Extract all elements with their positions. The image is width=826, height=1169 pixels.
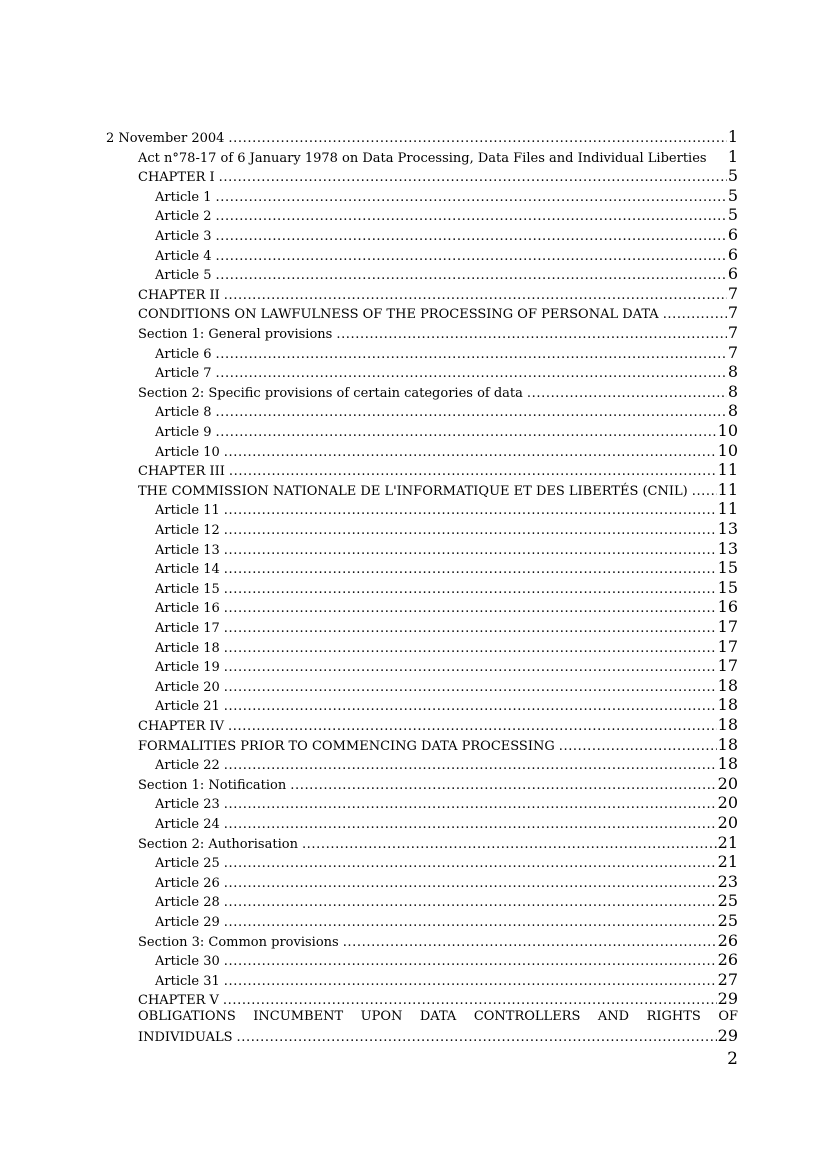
dot-leader (216, 365, 727, 383)
toc-entry-label: Article 17 (155, 621, 220, 636)
toc-entry-page-number: 7 (727, 283, 738, 303)
toc-entry[interactable] (155, 520, 738, 540)
toc-entry[interactable] (138, 167, 738, 187)
toc-entry-label: Section 2: Specific provisions of certain categories of data (138, 385, 523, 401)
toc-entry-label: Article 23 (155, 797, 220, 813)
dot-leader (229, 463, 717, 481)
toc-entry[interactable] (155, 344, 738, 364)
toc-entry[interactable] (155, 912, 738, 932)
toc-entry-label: THE COMMISSION NATIONALE DE L'INFORMATIQUE ET DES LIBERTÉS (CNIL) (138, 483, 688, 499)
toc-entry-page-number: 8 (727, 362, 738, 382)
toc-entry-page-number: 29 (717, 989, 738, 1009)
dot-leader (343, 934, 717, 952)
toc-entry-label: 2 November 2004 (106, 131, 225, 146)
dot-leader (224, 542, 717, 560)
dot-leader (224, 287, 727, 305)
toc-entry[interactable] (155, 677, 738, 697)
toc-entry[interactable] (138, 324, 738, 344)
toc-entry-label: Act n°78-17 of 6 January 1978 on Data Processing, Data Files and Individual Liberties (138, 150, 707, 166)
toc-entry[interactable] (138, 736, 738, 756)
toc-entry[interactable] (138, 932, 738, 952)
toc-entry[interactable] (138, 148, 738, 168)
toc-entry-page-number: 1 (727, 127, 738, 146)
toc-entry-page-number: 7 (727, 303, 738, 323)
dot-leader (224, 914, 717, 932)
toc-entry[interactable] (155, 402, 738, 422)
toc-entry-label: CHAPTER III (138, 464, 225, 480)
dot-leader (692, 483, 717, 501)
toc-entry-obligations-line2[interactable] (138, 1027, 738, 1047)
toc-entry[interactable] (155, 226, 738, 246)
dot-leader (559, 738, 717, 756)
toc-entry[interactable] (155, 618, 738, 638)
dot-leader (224, 522, 717, 540)
toc-entry-page-number: 26 (717, 950, 738, 970)
toc-entry-page-number: 8 (727, 401, 738, 421)
dot-leader (302, 836, 717, 854)
dot-leader (224, 640, 717, 658)
toc-entry-label: Article 2 (155, 209, 212, 225)
toc-entry-label: Section 1: Notification (138, 777, 287, 793)
toc-entry-label: Article 18 (155, 640, 220, 656)
dot-leader (216, 346, 727, 364)
toc-entry-label: Article 24 (155, 817, 220, 832)
dot-leader (224, 600, 717, 618)
toc-entry-label: Article 6 (155, 346, 212, 362)
dot-leader (224, 816, 717, 834)
toc-entry-page-number: 5 (727, 166, 738, 186)
dot-leader (216, 189, 727, 207)
dot-leader (224, 875, 717, 893)
toc-entry-label: Article 7 (155, 366, 212, 382)
toc-entry-page-number: 1 (727, 146, 738, 166)
toc-entry-page-number: 11 (717, 499, 738, 519)
toc-entry-page-number: 10 (717, 421, 738, 440)
toc-entry[interactable] (138, 716, 738, 736)
toc-entry-page-number: 6 (727, 244, 738, 264)
toc-entry[interactable] (155, 363, 738, 383)
toc-entry-label: Article 11 (155, 503, 220, 519)
toc-entry-label: Article 25 (155, 856, 220, 872)
toc-entry-label: Article 12 (155, 523, 220, 538)
dot-leader (224, 679, 717, 697)
dot-leader (216, 208, 727, 226)
toc-entry-page-number: 17 (717, 617, 738, 636)
toc-entry-page-number: 20 (717, 813, 738, 832)
toc-entry-label: Article 9 (155, 425, 212, 440)
toc-entry-page-number: 5 (727, 205, 738, 225)
toc-entry-label: Article 21 (155, 699, 220, 715)
toc-entry-page-number: 5 (727, 185, 738, 205)
toc-entry-page-number: 15 (717, 558, 738, 578)
toc-entry-page-number: 13 (717, 538, 738, 558)
toc-entry[interactable] (155, 696, 738, 716)
dot-leader (224, 894, 717, 912)
toc-entry[interactable] (138, 775, 738, 795)
toc-entry-label: Article 19 (155, 660, 220, 676)
toc-entry-page-number: 11 (717, 479, 738, 499)
toc-entry[interactable] (155, 246, 738, 266)
toc-entry[interactable] (155, 206, 738, 226)
dot-leader (224, 502, 717, 520)
dot-leader (237, 1029, 717, 1047)
toc-entry[interactable] (155, 755, 738, 775)
toc-entry-label: INDIVIDUALS (138, 1030, 233, 1045)
toc-entry[interactable] (138, 285, 738, 305)
toc-entry[interactable] (155, 598, 738, 618)
dot-leader (224, 796, 717, 814)
toc-entry[interactable] (138, 461, 738, 481)
dot-leader (336, 326, 726, 344)
toc-entry[interactable] (138, 383, 738, 403)
toc-entry-label: CHAPTER II (138, 287, 220, 303)
toc-entry[interactable] (155, 265, 738, 285)
toc-entry-label: Article 15 (155, 581, 220, 597)
dot-leader (224, 620, 717, 638)
toc-entry-label: Section 2: Authorisation (138, 836, 298, 852)
toc-entry[interactable] (155, 873, 738, 893)
toc-entry-page-number: 18 (717, 715, 738, 734)
toc-entry[interactable] (155, 814, 738, 834)
toc-entry-page-number: 11 (717, 460, 738, 480)
toc-entry-page-number: 16 (717, 597, 738, 617)
toc-entry-label: Article 13 (155, 542, 220, 558)
toc-entry-label: Article 14 (155, 562, 220, 578)
toc-entry[interactable] (155, 187, 738, 207)
toc-entry-page-number: 18 (717, 734, 738, 754)
toc-entry-label: Article 29 (155, 915, 220, 930)
dot-leader (228, 130, 726, 148)
toc-entry-page-number: 18 (717, 695, 738, 715)
toc-entry-page-number: 26 (717, 930, 738, 950)
dot-leader (224, 659, 717, 677)
dot-leader (216, 424, 717, 442)
dot-leader (219, 169, 727, 187)
toc-entry[interactable] (155, 853, 738, 873)
toc-entry[interactable] (155, 971, 738, 991)
dot-leader (527, 385, 727, 403)
toc-entry[interactable] (155, 951, 738, 971)
toc-entry-page-number: 17 (717, 636, 738, 656)
toc-entry[interactable] (106, 128, 738, 148)
toc-entry-page-number: 6 (727, 225, 738, 244)
toc-entry-label: CONDITIONS ON LAWFULNESS OF THE PROCESSING OF PERSONAL DATA (138, 307, 659, 323)
dot-leader (224, 757, 717, 775)
toc-entry-label: Article 20 (155, 679, 220, 695)
toc-entry-page-number: 7 (727, 323, 738, 342)
toc-entry-page-number: 20 (717, 793, 738, 813)
dot-leader (228, 718, 717, 736)
toc-entry-page-number: 29 (717, 1026, 738, 1045)
toc-entry-label: Article 8 (155, 405, 212, 421)
toc-entry-page-number: 7 (727, 342, 738, 362)
toc-entry-page-number: 10 (717, 440, 738, 460)
dot-leader (224, 561, 717, 579)
toc-entry-page-number: 25 (717, 911, 738, 930)
toc-entry-label: Article 10 (155, 444, 220, 460)
toc-entry-obligations-line1[interactable]: OBLIGATIONS INCUMBENT UPON DATA CONTROLLERS AND RIGHTS OF (138, 1009, 738, 1024)
toc-entry-page-number: 27 (717, 969, 738, 989)
toc-entry[interactable] (155, 442, 738, 462)
toc-entry-label: Article 4 (155, 248, 212, 264)
toc-entry[interactable] (155, 500, 738, 520)
toc-entry-page-number: 15 (717, 577, 738, 597)
toc-entry-label: Article 28 (155, 895, 220, 911)
toc-entry-label: CHAPTER I (138, 170, 215, 186)
toc-entry-page-number: 21 (717, 832, 738, 852)
dot-leader (290, 777, 716, 795)
dot-leader (224, 581, 717, 599)
dot-leader (224, 698, 717, 716)
toc-entry-page-number: 20 (717, 773, 738, 793)
toc-entry-label: FORMALITIES PRIOR TO COMMENCING DATA PROCESSING (138, 738, 555, 754)
toc-entry-label: Article 5 (155, 268, 212, 284)
toc-entry[interactable] (138, 304, 738, 324)
toc-entry-page-number: 23 (717, 871, 738, 891)
toc-entry[interactable] (155, 794, 738, 814)
toc-entry-label: CHAPTER IV (138, 719, 225, 734)
dot-leader (663, 306, 727, 324)
dot-leader (224, 855, 717, 873)
toc-entry-page-number: 13 (717, 519, 738, 538)
toc-entry-page-number: 18 (717, 675, 738, 695)
toc-entry[interactable] (155, 638, 738, 658)
toc-entry-page-number: 17 (717, 656, 738, 676)
toc-entry-label: Article 31 (155, 973, 220, 989)
dot-leader (216, 404, 727, 422)
toc-entry-label: Article 3 (155, 229, 212, 244)
dot-leader (216, 267, 727, 285)
toc-entry[interactable] (155, 579, 738, 599)
toc-entry[interactable] (155, 657, 738, 677)
toc-entry-page-number: 6 (727, 264, 738, 284)
toc-entry-label: Article 22 (155, 758, 220, 774)
toc-entry-label: Article 26 (155, 875, 220, 891)
toc-entry-label: Section 3: Common provisions (138, 934, 339, 950)
dot-leader (224, 973, 717, 991)
toc-entry-label: Article 1 (155, 189, 212, 205)
toc-entry-label: CHAPTER V (138, 993, 219, 1009)
toc-entry[interactable] (155, 422, 738, 442)
toc-entry-page-number: 21 (717, 852, 738, 872)
toc-entry[interactable] (155, 892, 738, 912)
toc-entry-label: Article 16 (155, 601, 220, 617)
toc-entry-label: Section 1: General provisions (138, 327, 333, 342)
toc-entry[interactable] (155, 540, 738, 560)
dot-leader (216, 228, 727, 246)
dot-leader (216, 248, 727, 266)
dot-leader (224, 953, 717, 971)
toc-entry-page-number: 8 (727, 381, 738, 401)
page-number: 2 (727, 1049, 738, 1069)
toc-entry-label: Article 30 (155, 954, 220, 970)
toc-entry[interactable] (138, 481, 738, 501)
toc-entry[interactable] (138, 834, 738, 854)
toc-entry-page-number: 18 (717, 754, 738, 774)
toc-entry-page-number: 25 (717, 891, 738, 911)
toc-entry[interactable] (155, 559, 738, 579)
dot-leader (224, 444, 717, 462)
